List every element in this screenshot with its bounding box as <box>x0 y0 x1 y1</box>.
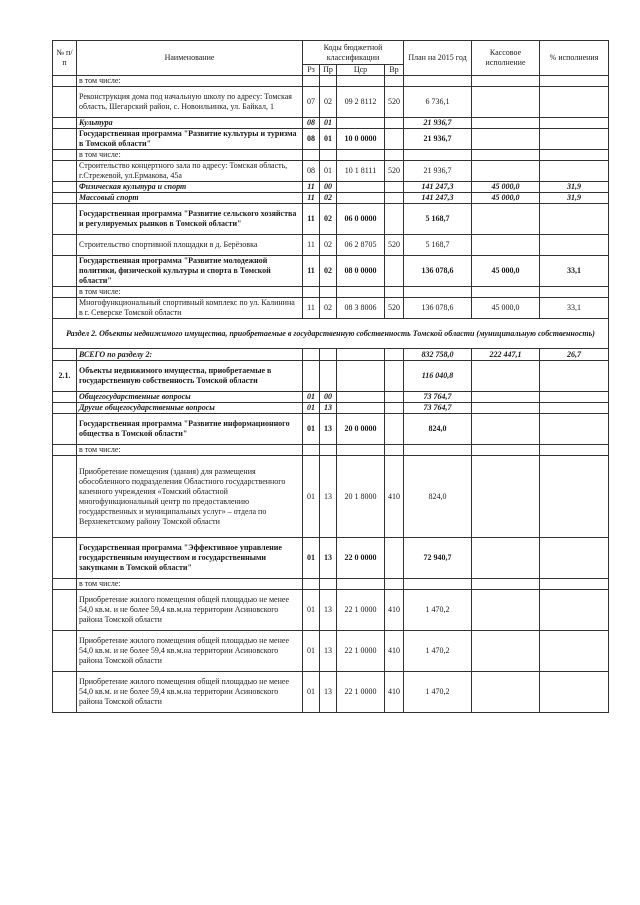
cell-csr <box>337 403 385 414</box>
header-cash: Кассовое исполнение <box>472 41 540 76</box>
cell-cash: 222 447,1 <box>472 349 540 361</box>
cell-name: Государственная программа "Эффективное управление государственным имуществом и государственными закупками в Томской области" <box>77 538 303 579</box>
cell-name: Государственная программа "Развитие культуры и туризма в Томской области" <box>77 129 303 150</box>
cell-csr: 20 1 8000 <box>337 456 385 538</box>
cell-pr: 01 <box>320 118 337 129</box>
cell-vr: 520 <box>385 161 404 182</box>
cell-name: Реконструкция дома под начальную школу по адресу: Томская область, Шегарский район, с. Новоильинка, ул. Байкал, 1 <box>77 87 303 118</box>
cell-name: ВСЕГО по разделу 2: <box>77 349 303 361</box>
cell-name: в том числе: <box>77 150 303 161</box>
cell-csr: 06 0 0000 <box>337 204 385 235</box>
cell-rz: 08 <box>303 161 320 182</box>
cell-pct: 31,9 <box>540 193 609 204</box>
cell-num <box>53 349 77 361</box>
cell-rz: 11 <box>303 182 320 193</box>
cell-pr <box>320 361 337 392</box>
cell-rz: 01 <box>303 590 320 631</box>
cell-pct <box>540 672 609 713</box>
cell-num <box>53 456 77 538</box>
cell-pr: 02 <box>320 87 337 118</box>
cell-pct <box>540 161 609 182</box>
cell-pct <box>540 445 609 456</box>
table-row <box>53 118 609 129</box>
cell-name: Строительство концертного зала по адресу: Томская область, г.Стрежевой, ул.Ермакова, 45а <box>77 161 303 182</box>
cell-vr <box>385 76 404 87</box>
table-row <box>53 445 609 456</box>
cell-cash: 45 000,0 <box>472 256 540 287</box>
table-row <box>53 287 609 298</box>
cell-cash <box>472 403 540 414</box>
cell-vr <box>385 256 404 287</box>
cell-pr <box>320 76 337 87</box>
cell-plan: 21 936,7 <box>404 129 472 150</box>
cell-cash <box>472 87 540 118</box>
cell-pct: 33,1 <box>540 256 609 287</box>
cell-plan: 72 940,7 <box>404 538 472 579</box>
cell-name: в том числе: <box>77 579 303 590</box>
cell-name: Многофункциональный спортивный комплекс по ул. Калинина в г. Северске Томской области <box>77 298 303 319</box>
cell-pr: 13 <box>320 590 337 631</box>
cell-csr <box>337 287 385 298</box>
cell-rz: 07 <box>303 87 320 118</box>
table-row <box>53 361 609 392</box>
cell-cash <box>472 235 540 256</box>
cell-name: Массовый спорт <box>77 193 303 204</box>
cell-pr: 02 <box>320 256 337 287</box>
cell-pct <box>540 287 609 298</box>
cell-pct <box>540 403 609 414</box>
cell-pct: 31,9 <box>540 182 609 193</box>
table-row <box>53 161 609 182</box>
cell-num <box>53 161 77 182</box>
cell-cash <box>472 287 540 298</box>
table-row <box>53 204 609 235</box>
cell-vr <box>385 579 404 590</box>
cell-rz <box>303 287 320 298</box>
cell-rz: 01 <box>303 538 320 579</box>
cell-vr: 520 <box>385 235 404 256</box>
cell-pct <box>540 204 609 235</box>
cell-vr <box>385 414 404 445</box>
cell-plan <box>404 445 472 456</box>
budget-table <box>52 40 609 713</box>
cell-rz: 11 <box>303 256 320 287</box>
cell-plan: 21 936,7 <box>404 118 472 129</box>
table-row <box>53 182 609 193</box>
table-row <box>53 538 609 579</box>
cell-pr: 00 <box>320 392 337 403</box>
cell-num <box>53 590 77 631</box>
cell-pct <box>540 456 609 538</box>
cell-num <box>53 87 77 118</box>
cell-pct <box>540 538 609 579</box>
table-row <box>53 256 609 287</box>
table-row <box>53 87 609 118</box>
table-row <box>53 672 609 713</box>
table-row <box>53 349 609 361</box>
cell-vr: 520 <box>385 298 404 319</box>
header-pr: Пр <box>320 65 337 76</box>
cell-csr: 10 0 0000 <box>337 129 385 150</box>
cell-plan: 1 470,2 <box>404 672 472 713</box>
cell-csr: 22 0 0000 <box>337 538 385 579</box>
cell-pr <box>320 150 337 161</box>
cell-rz: 11 <box>303 235 320 256</box>
cell-pct <box>540 590 609 631</box>
cell-name: Другие общегосударственные вопросы <box>77 403 303 414</box>
cell-pct: 33,1 <box>540 298 609 319</box>
cell-plan <box>404 287 472 298</box>
cell-name: Государственная программа "Развитие информационного общества в Томской области" <box>77 414 303 445</box>
cell-num <box>53 204 77 235</box>
cell-plan: 136 078,6 <box>404 256 472 287</box>
table-row <box>53 129 609 150</box>
table-row <box>53 590 609 631</box>
cell-vr: 410 <box>385 672 404 713</box>
cell-csr <box>337 193 385 204</box>
cell-num <box>53 76 77 87</box>
cell-cash <box>472 590 540 631</box>
cell-num <box>53 129 77 150</box>
cell-pr: 02 <box>320 204 337 235</box>
cell-pr: 13 <box>320 456 337 538</box>
cell-pr: 13 <box>320 538 337 579</box>
cell-pr: 13 <box>320 672 337 713</box>
cell-cash <box>472 76 540 87</box>
cell-cash <box>472 392 540 403</box>
cell-pr <box>320 349 337 361</box>
header-name: Наименование <box>77 41 303 76</box>
cell-cash <box>472 538 540 579</box>
cell-csr <box>337 361 385 392</box>
cell-csr: 22 1 0000 <box>337 590 385 631</box>
cell-pr: 01 <box>320 129 337 150</box>
cell-csr <box>337 349 385 361</box>
cell-pct <box>540 392 609 403</box>
cell-num <box>53 298 77 319</box>
cell-pct <box>540 150 609 161</box>
cell-pr <box>320 287 337 298</box>
cell-cash <box>472 118 540 129</box>
cell-vr: 410 <box>385 456 404 538</box>
cell-csr: 22 1 0000 <box>337 631 385 672</box>
cell-num <box>53 672 77 713</box>
cell-name: Строительство спортивной площадки в д. Берёзовка <box>77 235 303 256</box>
cell-plan: 1 470,2 <box>404 590 472 631</box>
cell-num <box>53 150 77 161</box>
cell-pct <box>540 414 609 445</box>
cell-num <box>53 392 77 403</box>
cell-csr: 20 0 0000 <box>337 414 385 445</box>
header-num: № п/п <box>53 41 77 76</box>
cell-rz <box>303 361 320 392</box>
table-row <box>53 235 609 256</box>
cell-plan: 116 040,8 <box>404 361 472 392</box>
cell-pct <box>540 118 609 129</box>
cell-vr <box>385 538 404 579</box>
cell-csr <box>337 118 385 129</box>
cell-num: 2.1. <box>53 361 77 392</box>
cell-pct <box>540 235 609 256</box>
cell-rz <box>303 150 320 161</box>
cell-pct <box>540 631 609 672</box>
cell-plan: 141 247,3 <box>404 182 472 193</box>
cell-num <box>53 579 77 590</box>
cell-cash <box>472 414 540 445</box>
table-row <box>53 392 609 403</box>
cell-plan <box>404 150 472 161</box>
cell-csr <box>337 445 385 456</box>
cell-rz: 01 <box>303 392 320 403</box>
cell-plan: 824,0 <box>404 414 472 445</box>
cell-rz: 08 <box>303 118 320 129</box>
cell-rz <box>303 349 320 361</box>
cell-name: в том числе: <box>77 287 303 298</box>
cell-pct <box>540 87 609 118</box>
cell-vr <box>385 392 404 403</box>
cell-rz: 08 <box>303 129 320 150</box>
cell-pct <box>540 129 609 150</box>
cell-name: Приобретение жилого помещения общей площадью не менее 54,0 кв.м. и не более 59,4 кв.м.на территории Асиновского района Томской области <box>77 590 303 631</box>
cell-cash <box>472 445 540 456</box>
cell-plan: 73 764,7 <box>404 403 472 414</box>
cell-csr: 10 1 8111 <box>337 161 385 182</box>
cell-pct <box>540 579 609 590</box>
cell-csr <box>337 579 385 590</box>
header-rz: Рз <box>303 65 320 76</box>
cell-pr: 13 <box>320 403 337 414</box>
cell-vr: 410 <box>385 590 404 631</box>
cell-rz: 01 <box>303 672 320 713</box>
cell-csr <box>337 150 385 161</box>
cell-csr <box>337 182 385 193</box>
cell-vr: 410 <box>385 631 404 672</box>
cell-name: Приобретение помещения (здания) для размещения обособленного подразделения Областного государственного казенного учреждения «Томский областной многофункциональный центр по предоставлению государственных и муниципальных услуг» – отдела по Верхнекетскому району Томской области <box>77 456 303 538</box>
cell-plan: 21 936,7 <box>404 161 472 182</box>
table-row <box>53 456 609 538</box>
cell-csr: 08 0 0000 <box>337 256 385 287</box>
cell-name: Физическая культура и спорт <box>77 182 303 193</box>
cell-rz <box>303 445 320 456</box>
cell-plan: 141 247,3 <box>404 193 472 204</box>
cell-pr: 13 <box>320 631 337 672</box>
cell-csr <box>337 76 385 87</box>
cell-rz: 01 <box>303 403 320 414</box>
table-row <box>53 579 609 590</box>
cell-name: Культура <box>77 118 303 129</box>
cell-csr: 08 3 8006 <box>337 298 385 319</box>
table-row <box>53 319 609 349</box>
cell-plan: 1 470,2 <box>404 631 472 672</box>
cell-cash <box>472 672 540 713</box>
cell-vr <box>385 445 404 456</box>
cell-name: в том числе: <box>77 445 303 456</box>
cell-cash <box>472 579 540 590</box>
cell-pr: 01 <box>320 161 337 182</box>
cell-num <box>53 118 77 129</box>
cell-vr <box>385 150 404 161</box>
cell-rz: 11 <box>303 204 320 235</box>
cell-cash <box>472 161 540 182</box>
cell-name: Приобретение жилого помещения общей площадью не менее 54,0 кв.м. и не более 59,4 кв.м.на территории Асиновского района Томской области <box>77 672 303 713</box>
cell-rz: 11 <box>303 193 320 204</box>
cell-num <box>53 235 77 256</box>
cell-cash <box>472 204 540 235</box>
cell-num <box>53 403 77 414</box>
cell-num <box>53 256 77 287</box>
cell-num <box>53 414 77 445</box>
cell-name: Государственная программа "Развитие молодежной политики, физической культуры и спорта в Томской области" <box>77 256 303 287</box>
cell-pr: 00 <box>320 182 337 193</box>
cell-vr <box>385 129 404 150</box>
cell-rz <box>303 76 320 87</box>
cell-cash <box>472 456 540 538</box>
cell-pr: 02 <box>320 298 337 319</box>
cell-pr <box>320 445 337 456</box>
cell-num <box>53 193 77 204</box>
cell-pct <box>540 76 609 87</box>
cell-vr <box>385 118 404 129</box>
table-row <box>53 414 609 445</box>
cell-plan: 832 758,0 <box>404 349 472 361</box>
cell-rz: 01 <box>303 414 320 445</box>
cell-rz <box>303 579 320 590</box>
header-pct: % исполнения <box>540 41 609 76</box>
cell-pr: 02 <box>320 193 337 204</box>
cell-vr <box>385 182 404 193</box>
cell-cash <box>472 150 540 161</box>
cell-name: Приобретение жилого помещения общей площадью не менее 54,0 кв.м. и не более 59,4 кв.м.на территории Асиновского района Томской области <box>77 631 303 672</box>
table-row <box>53 150 609 161</box>
table-row <box>53 76 609 87</box>
cell-pr <box>320 579 337 590</box>
cell-vr <box>385 204 404 235</box>
cell-num <box>53 287 77 298</box>
cell-plan <box>404 76 472 87</box>
cell-num <box>53 631 77 672</box>
cell-csr: 22 1 0000 <box>337 672 385 713</box>
cell-name: Объекты недвижимого имущества, приобретаемые в государственную собственность Томской области <box>77 361 303 392</box>
header-csr: Цср <box>337 65 385 76</box>
cell-plan: 6 736,1 <box>404 87 472 118</box>
cell-name: Государственная программа "Развитие сельского хозяйства и регулируемых рынков в Томской области" <box>77 204 303 235</box>
cell-csr <box>337 392 385 403</box>
cell-rz: 11 <box>303 298 320 319</box>
cell-vr <box>385 361 404 392</box>
budget-table-body <box>53 76 609 713</box>
cell-num <box>53 445 77 456</box>
cell-pct <box>540 361 609 392</box>
cell-name: в том числе: <box>77 76 303 87</box>
cell-vr <box>385 287 404 298</box>
cell-pr: 13 <box>320 414 337 445</box>
cell-cash: 45 000,0 <box>472 193 540 204</box>
cell-csr: 09 2 8112 <box>337 87 385 118</box>
section-title: Раздел 2. Объекты недвижимого имущества, приобретаемые в государственную собственность Томской области (муниципальную собственность) <box>53 319 609 349</box>
cell-name: Общегосударственные вопросы <box>77 392 303 403</box>
table-row <box>53 193 609 204</box>
table-row <box>53 298 609 319</box>
cell-rz: 01 <box>303 631 320 672</box>
cell-cash <box>472 631 540 672</box>
cell-vr <box>385 349 404 361</box>
cell-plan: 73 764,7 <box>404 392 472 403</box>
cell-vr: 520 <box>385 87 404 118</box>
cell-vr <box>385 403 404 414</box>
cell-plan <box>404 579 472 590</box>
header-codes: Коды бюджетной классификации <box>303 41 404 65</box>
cell-cash <box>472 361 540 392</box>
cell-csr: 06 2 8705 <box>337 235 385 256</box>
cell-plan: 824,0 <box>404 456 472 538</box>
cell-plan: 136 078,6 <box>404 298 472 319</box>
cell-vr <box>385 193 404 204</box>
cell-plan: 5 168,7 <box>404 204 472 235</box>
cell-cash <box>472 129 540 150</box>
header-vr: Вр <box>385 65 404 76</box>
cell-plan: 5 168,7 <box>404 235 472 256</box>
cell-cash: 45 000,0 <box>472 182 540 193</box>
header-plan: План на 2015 год <box>404 41 472 76</box>
cell-pct: 26,7 <box>540 349 609 361</box>
cell-num <box>53 182 77 193</box>
table-row <box>53 403 609 414</box>
cell-pr: 02 <box>320 235 337 256</box>
cell-cash: 45 000,0 <box>472 298 540 319</box>
cell-rz: 01 <box>303 456 320 538</box>
table-row <box>53 631 609 672</box>
cell-num <box>53 538 77 579</box>
